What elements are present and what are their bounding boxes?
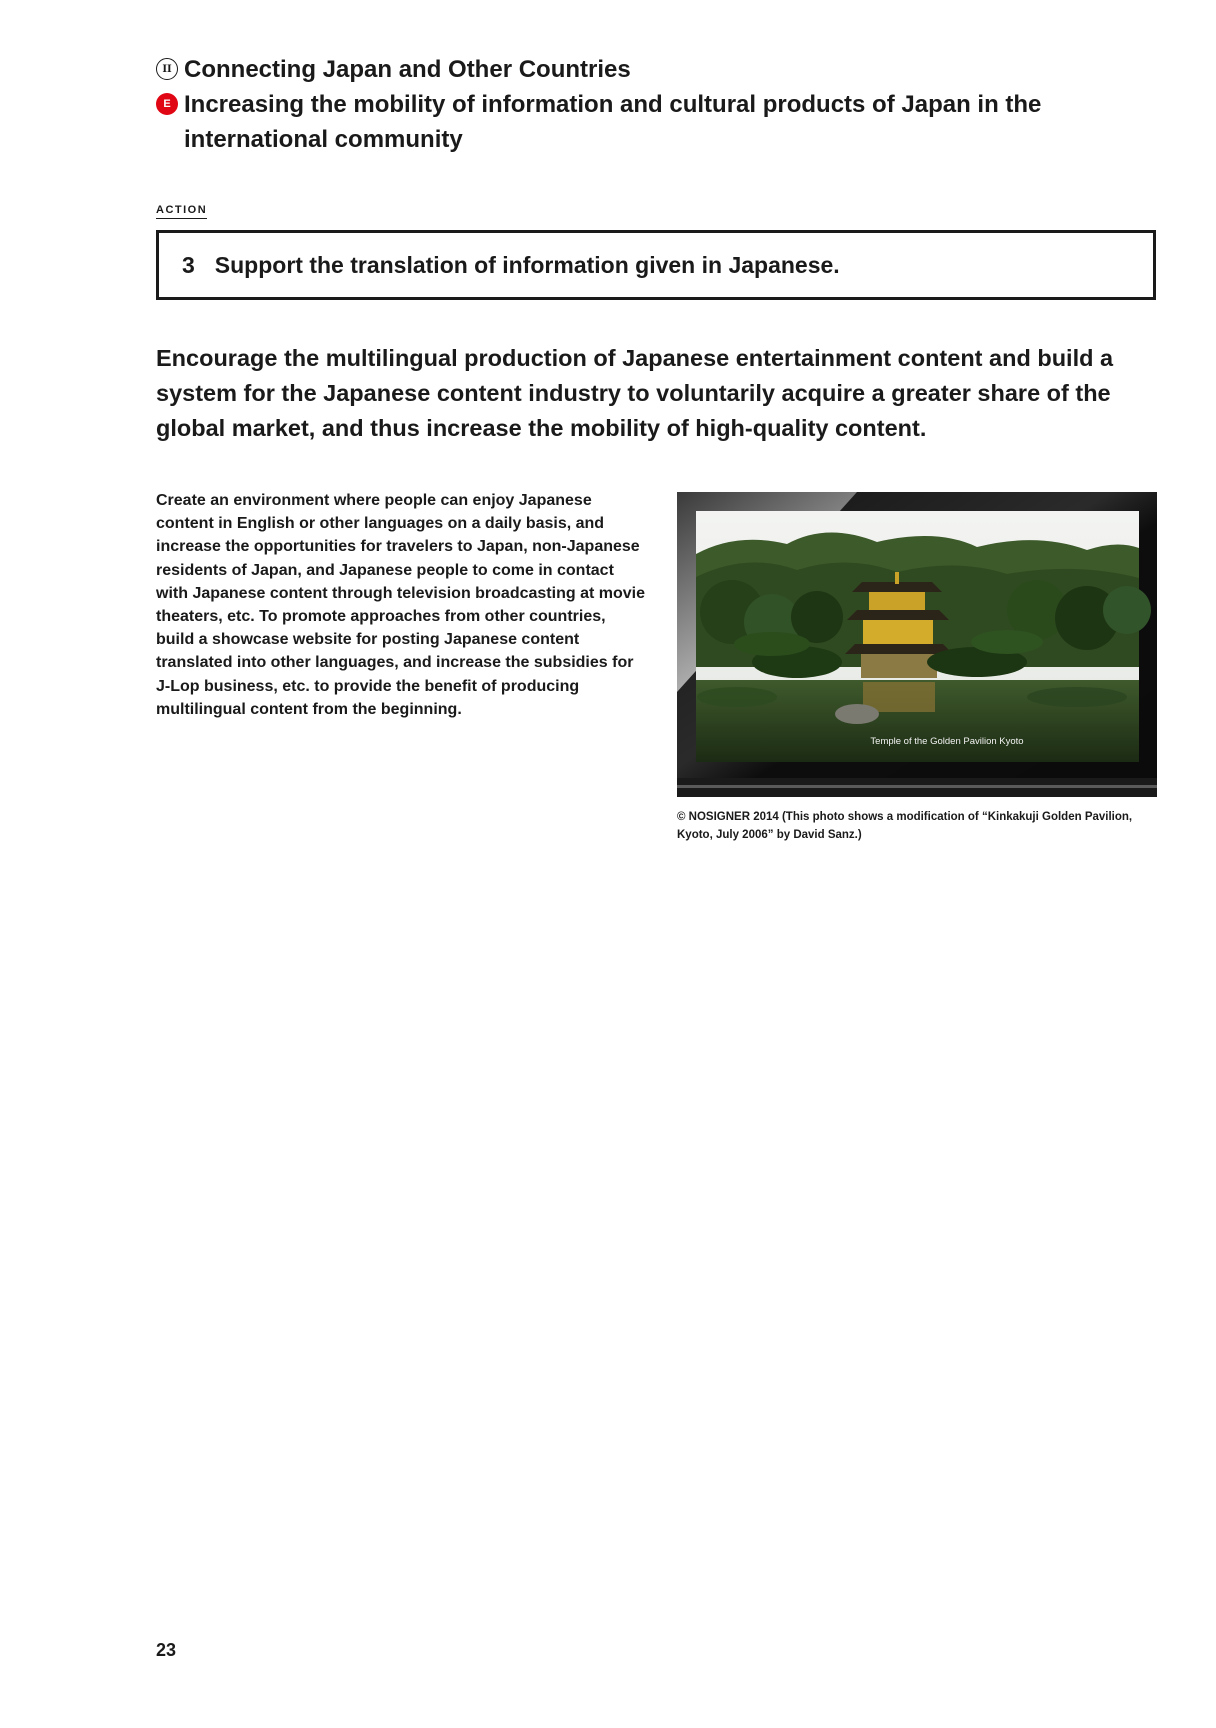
tv-subtitle: Temple of the Golden Pavilion Kyoto (870, 736, 1024, 747)
action-box (156, 230, 1156, 300)
page-number: 23 (156, 1640, 177, 1660)
body-paragraph: Create an environment where people can enjoy Japanese content in English or other languages on a daily basis, and increase the opportunities for travelers to Japan, non-Japanese residents of Japan, and Japanese people to come in contact with Japanese content through television broadcasting at movie theaters, etc. To promote approaches from other countries, build a showcase website for posting Japanese content translated into other languages, and increase the subsidies for J-Lop business, etc. to provide the benefit of producing multilingual content from the beginning. (156, 492, 645, 718)
section-title: Connecting Japan and Other Countries (184, 56, 631, 83)
subsection-heading (156, 87, 1064, 157)
tv-illustration (677, 492, 1157, 797)
subsection-title: Increasing the mobility of information and cultural products of Japan in the international community (184, 91, 1042, 153)
lead-paragraph: Encourage the multilingual production of Japanese entertainment content and build a system for the Japanese content industry to voluntarily acquire a greater share of the global market, and thus increase the mobility of high-quality content. (156, 345, 1114, 441)
section-numeral-badge: II (156, 58, 178, 80)
screen-photo (696, 511, 1151, 762)
action-number: 3 (182, 251, 195, 278)
action-title: Support the translation of information given in Japanese. (214, 251, 840, 278)
section-heading (156, 52, 631, 87)
subsection-letter-badge: E (156, 93, 178, 115)
figure-caption: © NOSIGNER 2014 (This photo shows a modification of “Kinkakuji Golden Pavilion, Kyoto, July 2006” by David Sanz.) (677, 811, 1133, 841)
tv-photo-figure (677, 492, 1157, 797)
action-label: ACTION (156, 203, 207, 219)
